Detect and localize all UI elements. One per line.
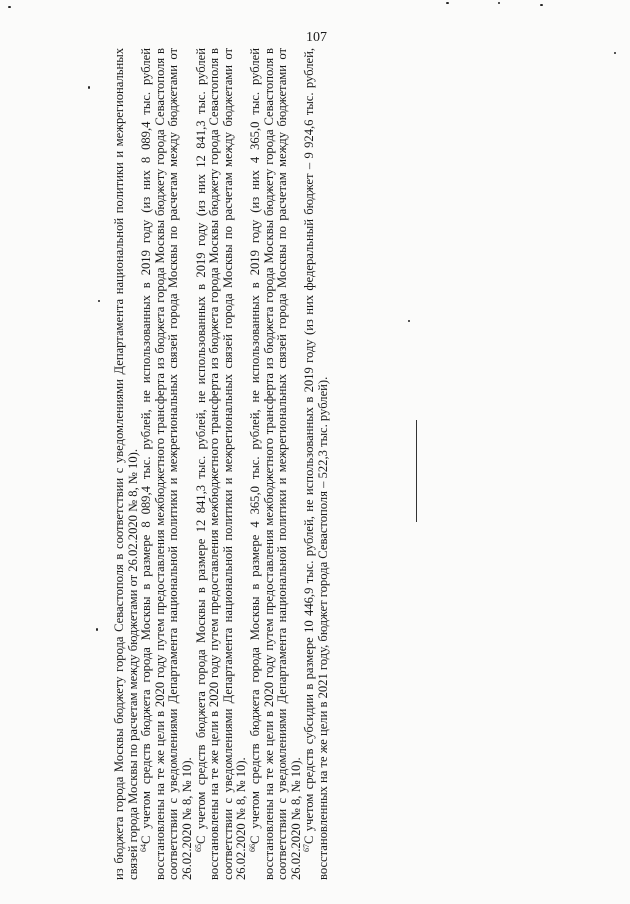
footnote-67 (303, 48, 330, 880)
footnote-text: С учетом средств бюджета города Москвы в размере 8 089,4 тыс. рублей, не использованных в 2019 году (из них 8 089,4 тыс. рублей восстановлены на те же цели в 2020 году путем предоставления межбюджетного трансферта из бюджета города Москвы бюджету города Севастополя в соответствии с уведомлениями Департамента национальной политики и межрегиональных связей города Москвы по расчетам между бюджетами от 26.02.2020 № 8, № 10). (139, 48, 194, 880)
footnote-66 (249, 48, 303, 880)
scan-speck (408, 320, 410, 322)
footnote-64 (140, 48, 194, 880)
footnote-mark: 65 (193, 844, 203, 852)
footnote-text: С учетом средств бюджета города Москвы в размере 4 365,0 тыс. рублей, не использованных в 2019 году (из них 4 365,0 тыс. рублей восстановлены на те же цели в 2020 году путем предоставления межбюджетного трансферта из бюджета города Москвы бюджету города Севастополя в соответствии с уведомлениями Департамента национальной политики и межрегиональных связей города Москвы по расчетам между бюджетами от 26.02.2020 № 8, № 10). (247, 48, 303, 880)
scan-speck (446, 2, 449, 4)
lead-paragraph: из бюджета города Москвы бюджету города Севастополя в соответствии с уведомлениями Департамента национальной политики и межрегиональных связей города Москвы по расчетам между бюджетами от 26.02.2020 № 8, № 10). (112, 48, 140, 880)
scan-speck (540, 4, 543, 6)
footnote-mark: 66 (247, 844, 257, 852)
footnote-mark: 67 (302, 844, 312, 852)
footnote-text: С учетом средств бюджета города Москвы в размере 12 841,3 тыс. рублей, не использованных в 2019 году (из них 12 841,3 тыс. рублей восстановлены на те же цели в 2020 году путем предоставления межбюджетного трансферта из бюджета города Москвы бюджету города Севастополя в соответствии с уведомлениями Департамента национальной политики и межрегиональных связей города Москвы по расчетам между бюджетами от 26.02.2020 № 8, № 10). (193, 48, 249, 880)
footnote-mark: 64 (139, 844, 149, 852)
scan-speck (614, 52, 616, 54)
scan-speck (88, 86, 90, 89)
footnote-65 (195, 48, 249, 880)
scan-speck (96, 628, 98, 631)
footnote-separator (416, 420, 417, 522)
scan-speck (8, 6, 11, 8)
scan-speck (98, 300, 100, 302)
rotated-page-body (113, 48, 413, 880)
page-number: 107 (306, 30, 327, 45)
scan-speck (498, 2, 500, 4)
footnote-text: С учетом средств субсидии в размере 10 446,9 тыс. рублей, не использованных в 2019 году (из них федеральный бюджет – 9 924,6 тыс. рублей, восстановленных на те же цели в 2021 году, бюджет города Севастополя – 522,3 тыс. рублей). (302, 48, 330, 880)
